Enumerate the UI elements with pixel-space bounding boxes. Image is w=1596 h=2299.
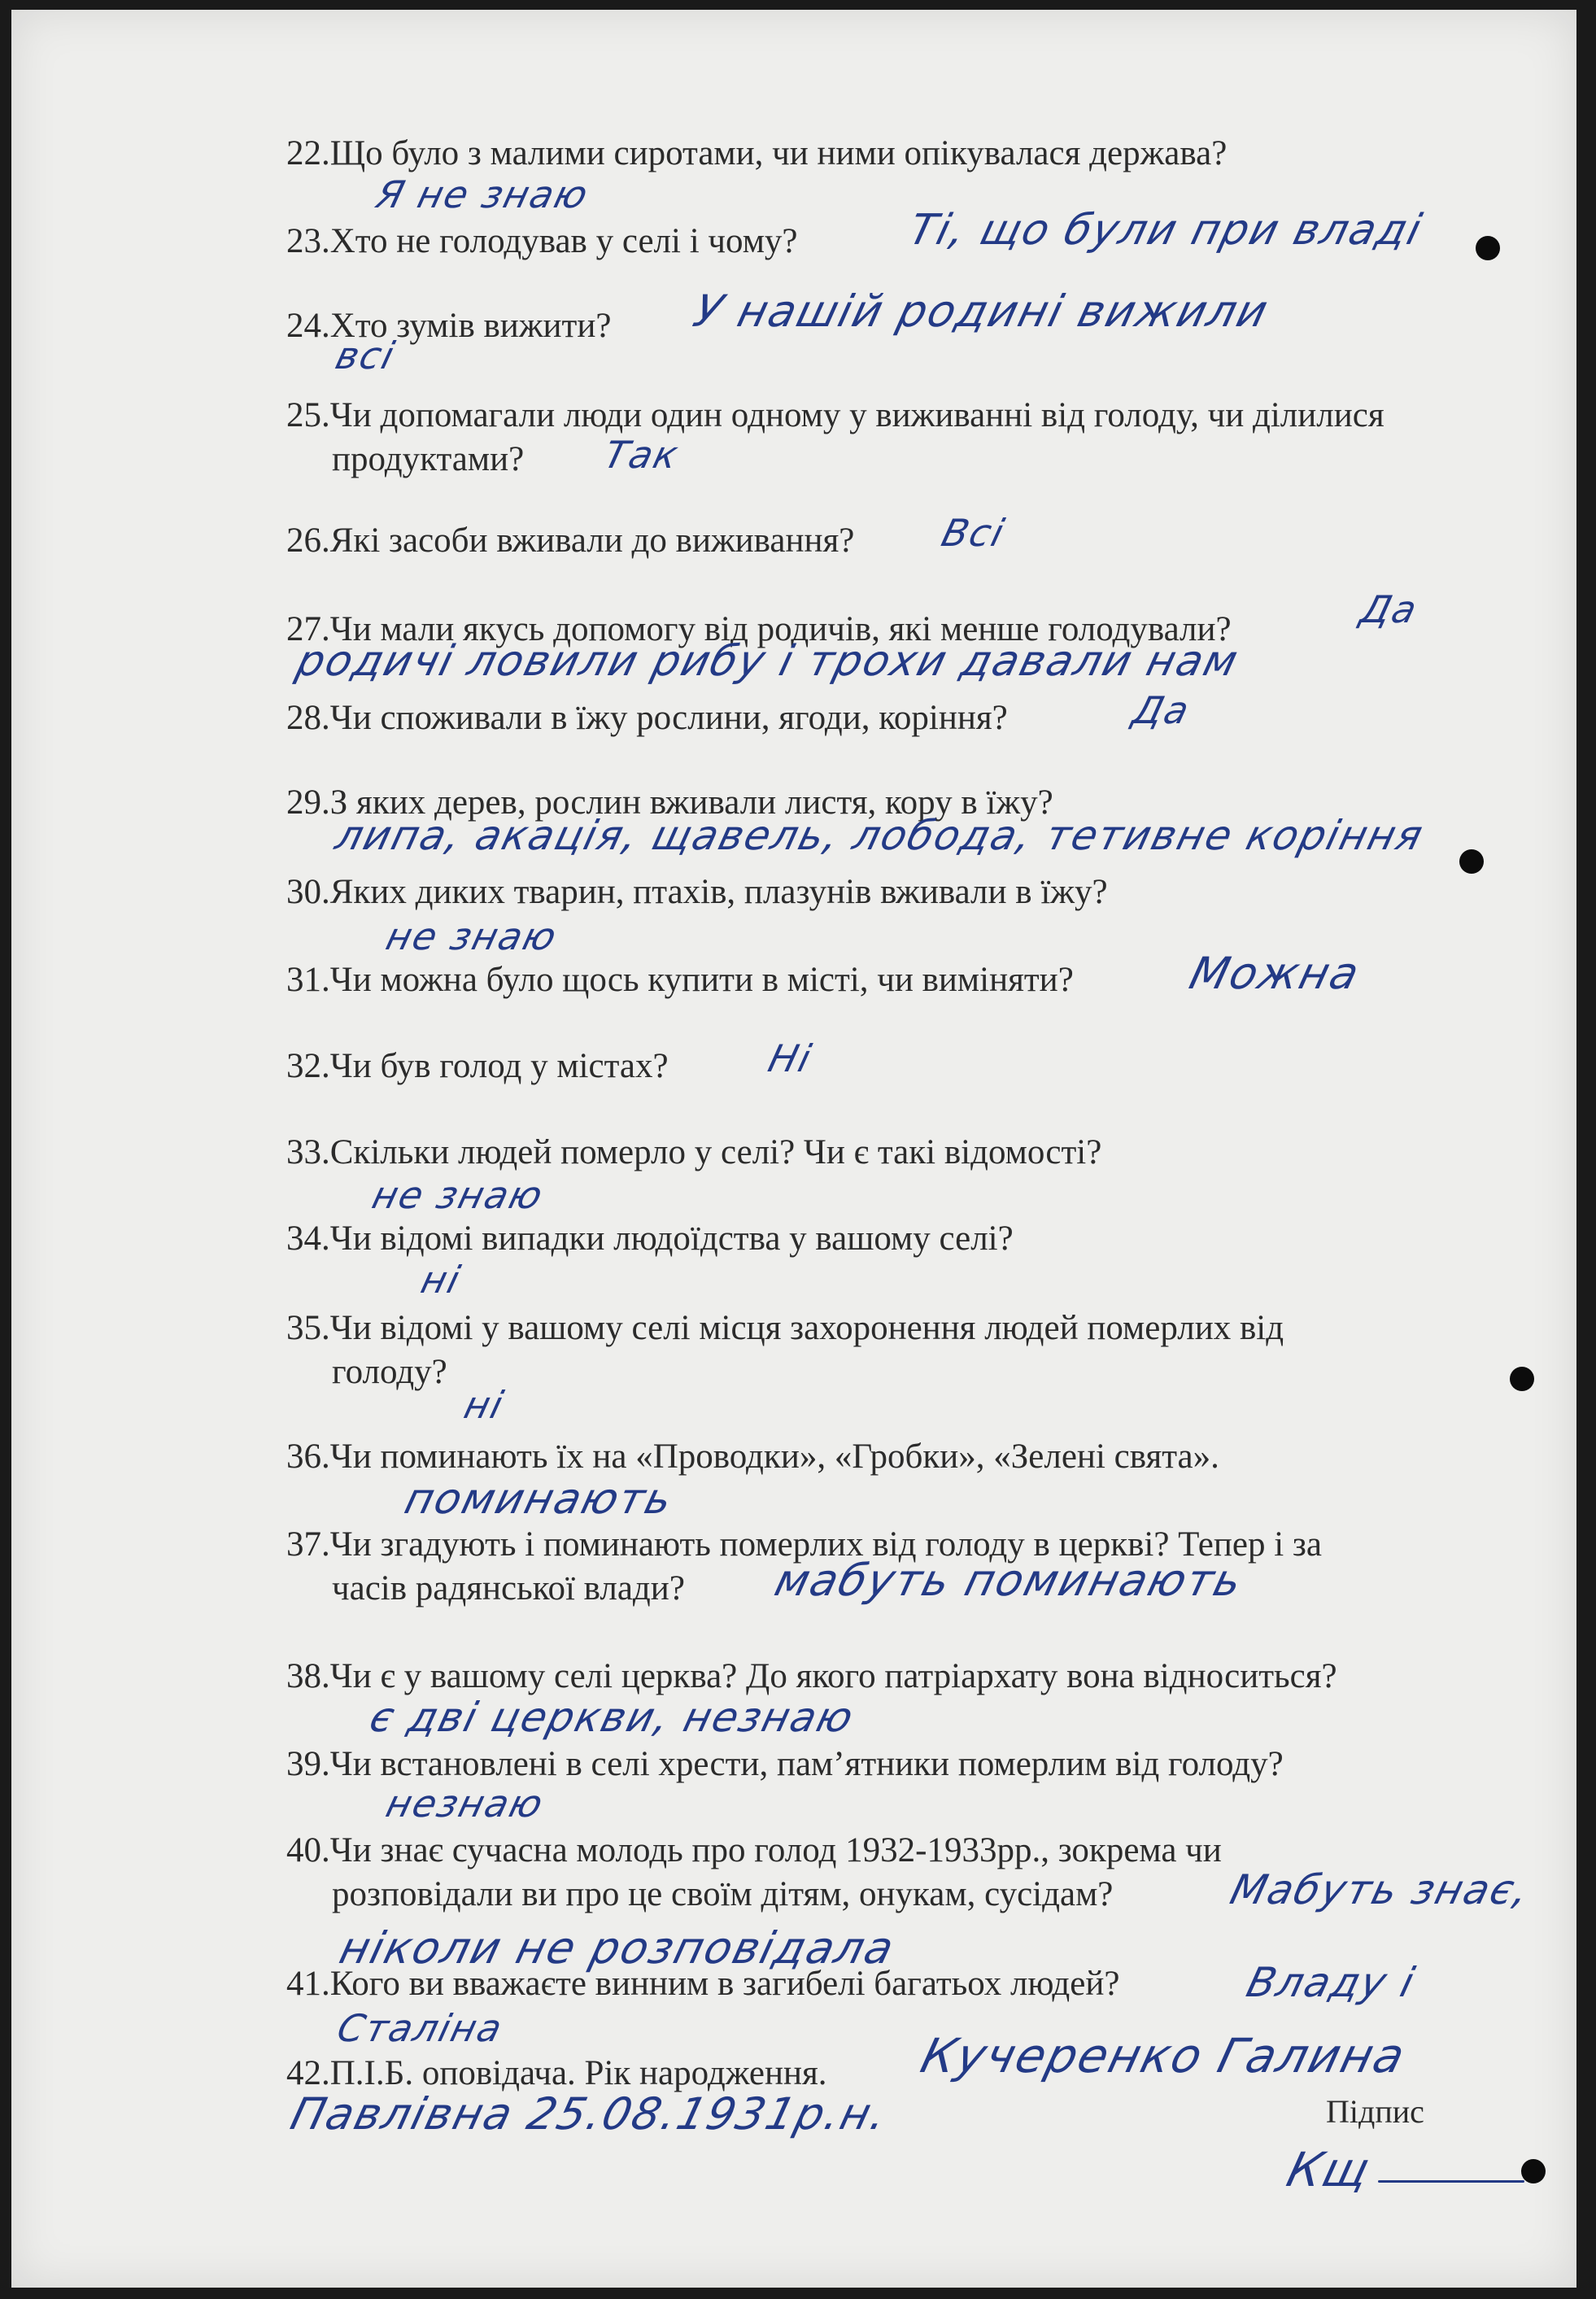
signature-label: Підпис	[1326, 2093, 1424, 2130]
answer-27-cont: родичі ловили рибу і трохи давали нам	[291, 637, 1245, 686]
question-35: 35.Чи відомі у вашому селі місця захоронення людей померлих від голоду?	[286, 1309, 1284, 1391]
answer-22: Я не знаю	[372, 172, 594, 216]
question-40: 40.Чи знає сучасна молодь про голод 1932-1933рр., зокрема чи розповідали ви про це своїм дітям, онукам, сусідам?	[286, 1831, 1222, 1913]
question-23: 23.Хто не голодував у селі і чому?	[286, 222, 798, 260]
answer-39: незнаю	[382, 1782, 549, 1826]
answer-33: не знаю	[368, 1173, 549, 1217]
answer-27: Да	[1356, 587, 1423, 631]
answer-28: Да	[1128, 688, 1195, 732]
answer-26: Всі	[937, 511, 1010, 555]
answer-34: ні	[416, 1258, 466, 1302]
question-28: 28.Чи споживали в їжу рослини, ягоди, коріння?	[286, 699, 1008, 737]
answer-41-cont: Сталіна	[333, 2006, 508, 2050]
document-page	[11, 10, 1576, 2288]
answer-29: липа, акація, щавель, лобода, тетивне коріння	[330, 812, 1429, 859]
question-38: 38.Чи є у вашому селі церква? До якого патріархату вона відноситься?	[286, 1657, 1337, 1695]
answer-30: не знаю	[382, 914, 563, 958]
answer-24: У нашій родині вижили	[688, 286, 1275, 337]
answer-37: мабуть поминають	[770, 1555, 1249, 1606]
question-41: 41.Кого ви вважаєте винним в загибелі багатьох людей?	[286, 1965, 1120, 2003]
question-27: 27.Чи мали якусь допомогу від родичів, які менше голодували?	[286, 610, 1232, 648]
answer-35: ні	[460, 1383, 509, 1427]
answer-25: Так	[600, 433, 684, 477]
answer-42-cont: Павлівна 25.08.1931р.н.	[286, 2088, 894, 2140]
question-33: 33.Скільки людей померло у селі? Чи є такі відомості?	[286, 1133, 1102, 1171]
answer-41: Владу і	[1241, 1959, 1421, 2006]
answer-40-cont: ніколи не розповідала	[334, 1922, 900, 1974]
question-26: 26.Які засоби вживали до виживання?	[286, 521, 855, 560]
signature-stroke	[1378, 2180, 1524, 2183]
answer-24-cont: всі	[331, 334, 400, 377]
question-36: 36.Чи поминають їх на «Проводки», «Гробки», «Зелені свята».	[286, 1437, 1219, 1476]
question-39: 39.Чи встановлені в селі хрести, пам’ятники померлим від голоду?	[286, 1745, 1284, 1783]
answer-42: Кучеренко Галина	[915, 2028, 1412, 2083]
answer-31: Можна	[1184, 948, 1366, 999]
answer-38: є дві церкви, незнаю	[364, 1694, 860, 1741]
signature-mark: Кщ	[1281, 2142, 1377, 2197]
question-37: 37.Чи згадують і поминають померлих від голоду в церкві? Тепер і за часів радянської влади?	[286, 1525, 1322, 1608]
question-29: 29.З яких дерев, рослин вживали листя, кору в їжу?	[286, 783, 1053, 822]
question-24: 24.Хто зумів вижити?	[286, 307, 612, 345]
question-34: 34.Чи відомі випадки людоїдства у вашому селі?	[286, 1219, 1014, 1258]
answer-40: Мабуть знає,	[1225, 1866, 1536, 1913]
question-42: 42.П.І.Б. оповідача. Рік народження.	[286, 2054, 827, 2092]
question-25: 25.Чи допомагали люди один одному у виживанні від голоду, чи ділилися продуктами?	[286, 396, 1385, 478]
answer-36: поминають	[399, 1475, 678, 1524]
answer-32: Ні	[764, 1036, 818, 1080]
question-31: 31.Чи можна було щось купити в місті, чи виміняти?	[286, 961, 1074, 999]
answer-23: Ті, що були при владі	[904, 206, 1428, 255]
question-30: 30.Яких диких тварин, птахів, плазунів вживали в їжу?	[286, 873, 1108, 911]
question-32: 32.Чи був голод у містах?	[286, 1047, 669, 1085]
question-22: 22.Що було з малими сиротами, чи ними опікувалася держава?	[286, 134, 1228, 172]
